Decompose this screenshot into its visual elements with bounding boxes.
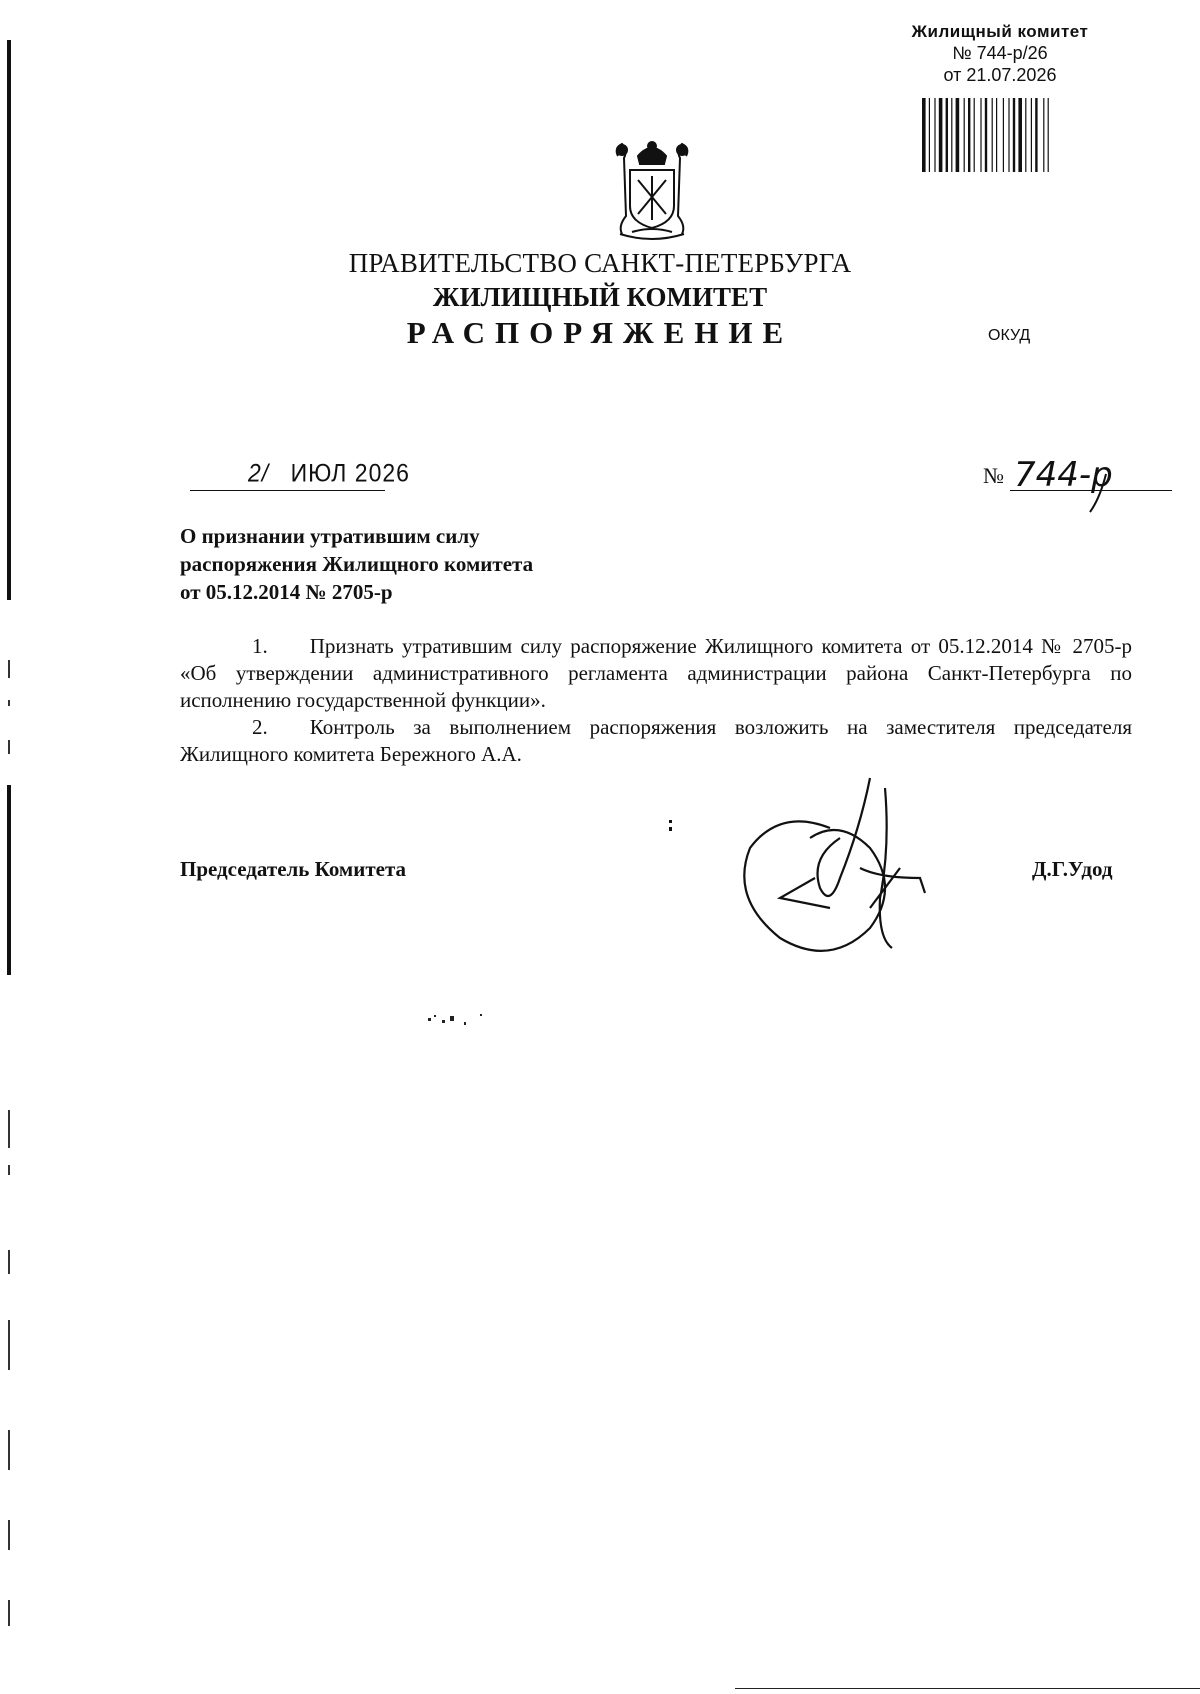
scan-edge-speck — [8, 1430, 10, 1470]
stamp-number: № 744-р/26 — [952, 43, 1048, 63]
document-subject — [180, 522, 533, 606]
scan-edge-speck — [8, 1110, 10, 1148]
barcode-bar — [985, 98, 987, 172]
scan-edge-speck — [8, 1250, 10, 1274]
barcode-bar — [1035, 98, 1037, 172]
scan-edge-speck — [8, 700, 10, 706]
signer-name: Д.Г.Удод — [1032, 857, 1113, 881]
barcode-bar — [1025, 98, 1026, 172]
scan-mark — [668, 820, 674, 832]
barcode-bar — [934, 98, 935, 172]
scan-specks — [420, 1010, 520, 1030]
handwritten-number-text: 744-р — [1014, 455, 1113, 495]
barcode-bar — [929, 98, 930, 172]
scan-edge-speck — [8, 1600, 10, 1626]
subject-line: распоряжения Жилищного комитета — [180, 552, 534, 576]
barcode-bar — [968, 98, 970, 172]
government-name: ПРАВИТЕЛЬСТВО САНКТ-ПЕТЕРБУРГА — [348, 248, 852, 278]
coat-of-arms-icon — [608, 136, 696, 242]
barcode-bar — [1048, 98, 1049, 172]
okud-label: ОКУД — [988, 327, 1031, 344]
signer-title: Председатель Комитета — [180, 857, 407, 881]
date-underline — [190, 490, 385, 491]
committee-name: ЖИЛИЩНЫЙ КОМИТЕТ — [432, 282, 768, 312]
barcode-bar — [992, 98, 993, 172]
barcode-bar — [946, 98, 948, 172]
barcode-bar — [1043, 98, 1044, 172]
document-body — [180, 633, 1132, 768]
scan-edge-speck — [8, 660, 10, 678]
barcode-bar — [1018, 98, 1022, 172]
bottom-edge-line — [735, 1688, 1200, 1689]
document-type: РАСПОРЯЖЕНИЕ — [406, 315, 794, 350]
subject-line: от 05.12.2014 № 2705-р — [180, 580, 393, 604]
scan-edge-speck — [8, 740, 10, 754]
date-handwritten-day: 2/ — [248, 458, 270, 488]
date-printed: ИЮЛ 2026 — [290, 458, 410, 488]
handwritten-number — [1010, 448, 1130, 518]
stamp-date: от 21.07.2026 — [943, 65, 1057, 85]
handwritten-signature — [720, 768, 960, 968]
scan-edge-line — [7, 785, 11, 975]
registration-stamp — [900, 22, 1100, 86]
scan-edge-speck — [8, 1165, 10, 1175]
barcode-bar — [1031, 98, 1032, 172]
body-paragraph-1: 1. Признать утратившим силу распоряжение Жилищного комитета от 05.12.2014 № 2705-р «Об утверждении административного регламента администрации района Санкт-Петербурга по исполнению государственной функции». — [180, 634, 1132, 712]
barcode-bar — [996, 98, 997, 172]
stamp-org: Жилищный комитет — [911, 22, 1089, 41]
barcode-bar — [922, 98, 926, 172]
barcode-bar — [1003, 98, 1004, 172]
subject-line: О признании утратившим силу — [180, 524, 480, 548]
barcode-bar — [951, 98, 952, 172]
number-sign: № — [983, 463, 1004, 488]
scan-edge-speck — [8, 1320, 10, 1370]
barcode-bar — [974, 98, 975, 172]
document-date — [248, 459, 410, 489]
body-paragraph-2: 2. Контроль за выполнением распоряжения возложить на заместителя председателя Жилищного комитета Бережного А.А. — [180, 715, 1132, 766]
barcode-bar — [964, 98, 965, 172]
barcode-bar — [939, 98, 943, 172]
barcode-bar — [1013, 98, 1015, 172]
barcode-bar — [1008, 98, 1009, 172]
barcode-bar — [956, 98, 960, 172]
barcode-bar — [980, 98, 981, 172]
barcode — [922, 98, 1078, 172]
scan-edge-speck — [8, 1520, 10, 1550]
